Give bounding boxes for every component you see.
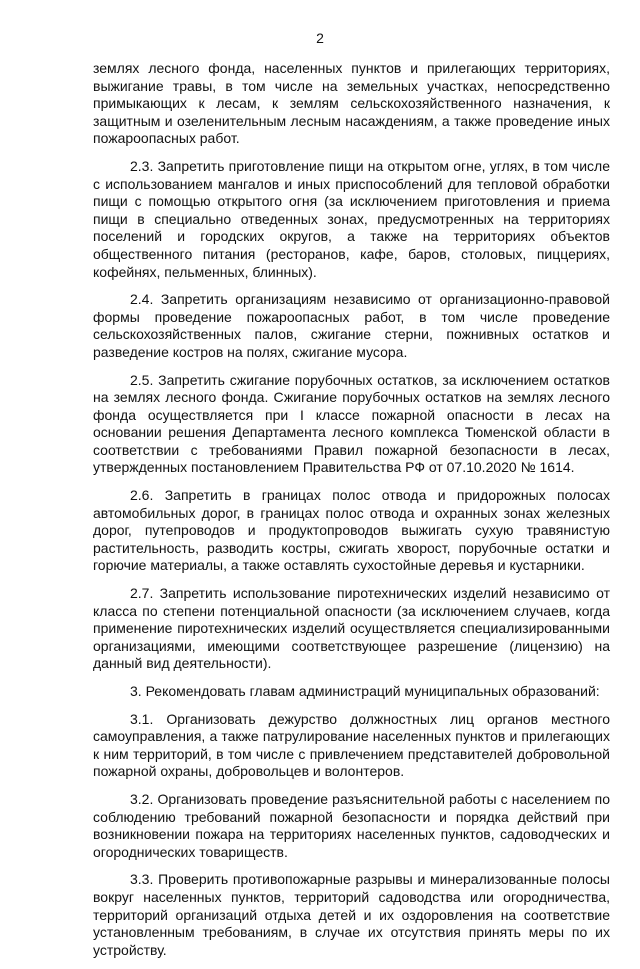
paragraph-2-5: 2.5. Запретить сжигание порубочных остатков, за исключением остатков на землях лесного фонда. Сжигание порубочных остатков на землях лесного фонда осуществляется при I классе пожарной опасности в лесах на основании решения Департамента лесного комплекса Тюменской области в соответствии с требованиями Правил пожарной безопасности в лесах, утвержденных постановлением Правительства РФ от 07.10.2020 № 1614. [93, 371, 610, 476]
document-body [93, 60, 610, 969]
paragraph-3-1: 3.1. Организовать дежурство должностных лиц органов местного самоуправления, а также патрулирование населенных пунктов и прилегающих к ним территорий, в том числе с привлечением представителей добровольной пожарной охраны, добровольцев и волонтеров. [93, 710, 610, 780]
paragraph-2-6: 2.6. Запретить в границах полос отвода и придорожных полосах автомобильных дорог, в границах полос отвода и охранных зонах железных дорог, путепроводов и продуктопроводов выжигать сухую травянистую растительность, разводить костры, сжигать хворост, порубочные остатки и горючие материалы, а также оставлять сухостойные деревья и кустарники. [93, 487, 610, 574]
page-number: 2 [316, 30, 324, 46]
paragraph-land-burning-continuation: землях лесного фонда, населенных пунктов и прилегающих территориях, выжигание травы, в том числе на земельных участках, непосредственно примыкающих к лесам, к землям сельскохозяйственного назначения, к защитным и озеленительным лесным насаждениям, а также проведение иных пожароопасных работ. [93, 60, 610, 147]
paragraph-2-3: 2.3. Запретить приготовление пищи на открытом огне, углях, в том числе с использованием мангалов и иных приспособлений для тепловой обработки пищи с помощью открытого огня (за исключением приготовления и приема пищи в специально отведенных зонах, предусмотренных на территориях поселений и городских округов, а также на территориях объектов общественного питания (ресторанов, кафе, баров, столовых, пиццериях, кофейнях, пельменных, блинных). [93, 157, 610, 280]
paragraph-3-2: 3.2. Организовать проведение разъяснительной работы с населением по соблюдению требований пожарной безопасности и порядка действий при возникновении пожара на территориях населенных пунктов, садоводческих и огороднических товариществ. [93, 790, 610, 860]
paragraph-2-4: 2.4. Запретить организациям независимо от организационно-правовой формы проведение пожароопасных работ, в том числе проведение сельскохозяйственных палов, сжигание стерни, пожнивных остатков и разведение костров на полях, сжигание мусора. [93, 291, 610, 360]
paragraph-3-3: 3.3. Проверить противопожарные разрывы и минерализованные полосы вокруг населенных пунктов, территорий садоводства или огородничества, территорий организаций отдыха детей и их оздоровления на соответствие установленным требованиям, в случае их отсутствия принять меры по их устройству. [93, 871, 610, 958]
paragraph-3: 3. Рекомендовать главам администраций муниципальных образований: [130, 683, 600, 699]
paragraph-2-7: 2.7. Запретить использование пиротехнических изделий независимо от класса по степени потенциальной опасности (за исключением случаев, когда применение пиротехнических изделий осуществляется специализированными организациями, имеющими соответствующее разрешение (лицензию) на данный вид деятельности). [93, 585, 610, 672]
